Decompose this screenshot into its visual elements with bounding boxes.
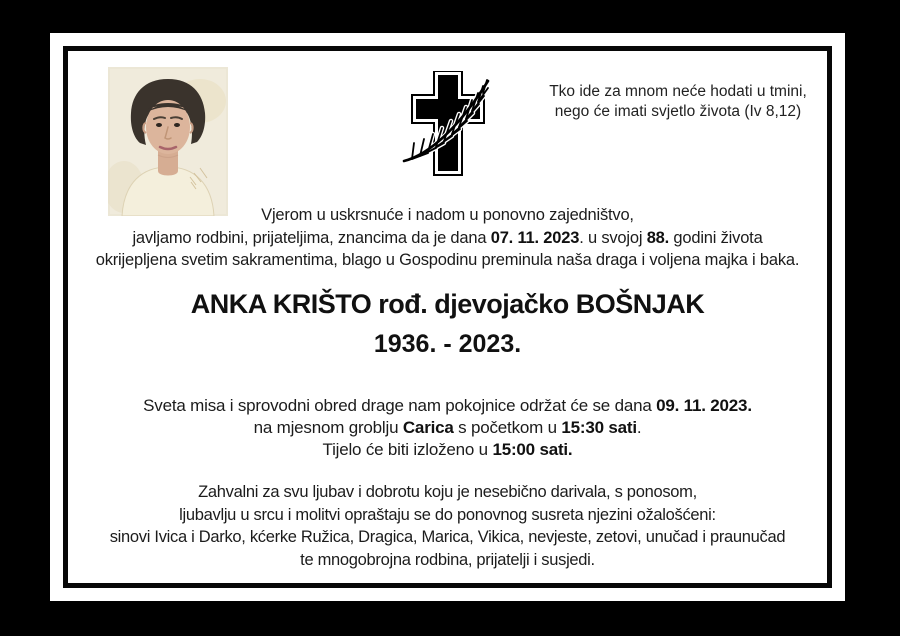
notice-sheet	[50, 33, 845, 601]
cemetery-name: Carica	[402, 418, 454, 437]
gratitude-line-4: te mnogobrojna rodbina, prijatelji i susjedi.	[300, 550, 595, 569]
intro-line-1: Vjerom u uskrsnuće i nadom u ponovno zajedništvo,	[261, 206, 634, 224]
intro-line-2-post: godini života	[669, 228, 763, 247]
intro-line-2-mid: . u svojoj	[579, 228, 647, 247]
gratitude-line-2: ljubavlju u srcu i molitvi opraštaju se do ponovnog susreta njezini ožalošćeni:	[179, 505, 716, 524]
funeral-line-2-post: .	[636, 418, 642, 437]
intro-line-2	[68, 227, 827, 250]
funeral-date: 09. 11. 2023.	[656, 396, 752, 415]
funeral-time: 15:30 sati	[561, 418, 637, 437]
funeral-line-1-text: Sveta misa i sprovodni obred drage nam pokojnice održat će se dana	[143, 396, 657, 415]
death-date: 07. 11. 2023	[490, 228, 580, 247]
deceased-name: ANKA KRIŠTO rođ. djevojačko BOŠNJAK	[190, 289, 705, 319]
funeral-line-2	[68, 417, 827, 439]
gratitude-line-3: sinovi Ivica i Darko, kćerke Ružica, Dragica, Marica, Vikica, nevjeste, zetovi, unučad i praunučad	[109, 528, 786, 546]
cross-palm-icon	[400, 71, 492, 179]
viewing-time: 15:00 sati.	[492, 440, 573, 459]
funeral-line-2-text: na mjesnom groblju	[253, 418, 403, 437]
funeral-line-2-mid: s početkom u	[453, 418, 562, 437]
gratitude-line-1: Zahvalni za svu ljubav i dobrotu koju je nesebično darivala, s ponosom,	[198, 483, 697, 501]
intro-line-3: okrijepljena svetim sakramentima, blago u Gospodinu preminula naša draga i voljena majka i baka.	[95, 251, 800, 269]
quote-line-2: nego će imati svjetlo života (Iv 8,12)	[554, 103, 802, 120]
quote-line-1: Tko ide za mnom neće hodati u tmini,	[549, 83, 807, 100]
notice-inner-border	[63, 46, 832, 588]
funeral-line-3	[68, 439, 827, 461]
funeral-line-1	[68, 395, 827, 417]
deceased-portrait-photo	[108, 67, 228, 216]
age-at-death: 88.	[646, 228, 670, 247]
scripture-quote	[517, 82, 839, 122]
announcement-paragraph	[68, 204, 827, 272]
deceased-years: 1936. - 2023.	[373, 330, 522, 358]
viewing-line-text: Tijelo će biti izloženo u	[322, 440, 493, 459]
funeral-details-paragraph	[68, 395, 827, 461]
intro-line-2-text: javljamo rodbini, prijateljima, znancima da je dana	[132, 228, 491, 247]
mourners-paragraph	[68, 481, 827, 571]
